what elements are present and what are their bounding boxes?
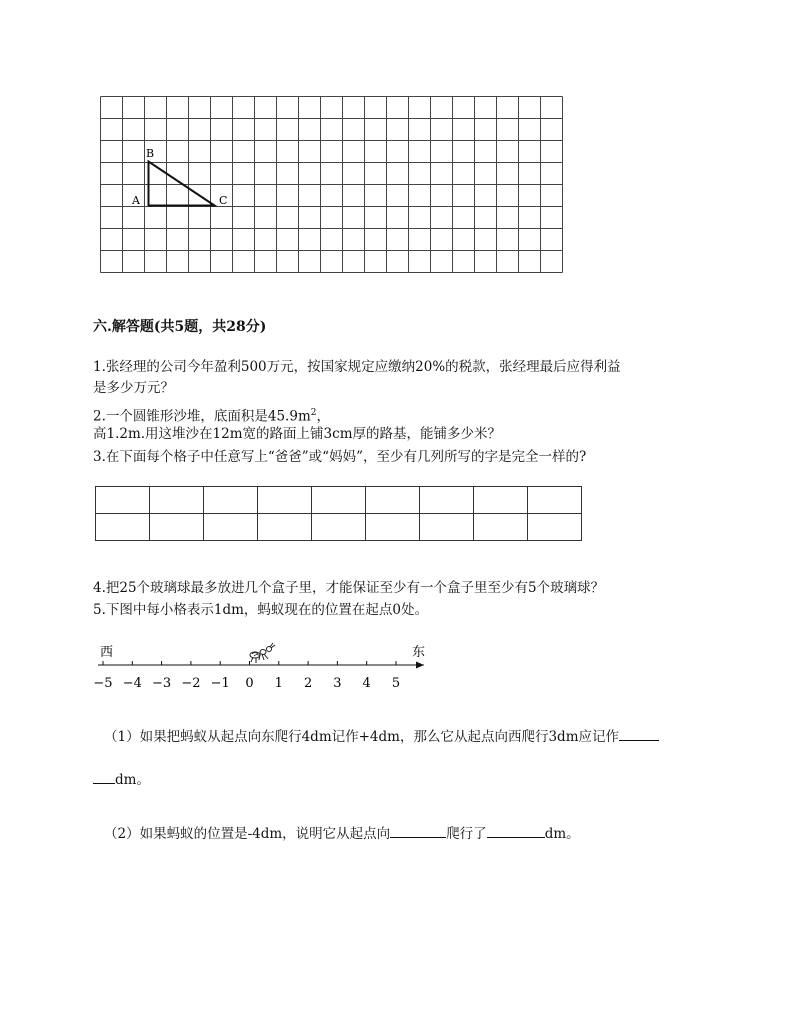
ant-icon (250, 643, 275, 663)
question-2-line-1 (93, 404, 330, 427)
box-cell[interactable] (312, 514, 366, 541)
number-line-tick-label: −4 (122, 676, 142, 691)
box-cell[interactable] (474, 514, 528, 541)
vertex-label-a: A (132, 194, 140, 207)
box-cell[interactable] (312, 487, 366, 514)
vertex-label-c: C (219, 194, 228, 207)
answer-blank-1b[interactable] (93, 769, 115, 784)
answer-blank-2a[interactable] (390, 823, 446, 838)
question-2-comma: ， (316, 408, 330, 425)
question-1-line-2: 是多少万元？ (93, 380, 174, 396)
box-cell[interactable] (528, 487, 582, 514)
box-cell[interactable] (258, 514, 312, 541)
box-cell[interactable] (150, 487, 204, 514)
question-5: 5.下图中每小格表示1dm，蚂蚁现在的位置在起点0处。 (93, 602, 429, 618)
box-cell[interactable] (258, 487, 312, 514)
sub-question-2 (104, 822, 580, 842)
arrow-head-icon (416, 662, 424, 669)
grid-lines (101, 97, 563, 273)
box-cell[interactable] (150, 514, 204, 541)
question-2-superscript: 2 (310, 408, 317, 418)
east-label: 东 (412, 645, 426, 660)
number-line-tick-label: 2 (303, 676, 313, 691)
triangle-abc (149, 162, 215, 206)
west-label: 西 (100, 645, 114, 660)
number-line-tick-label: 4 (362, 676, 371, 691)
box-row (96, 514, 582, 541)
sub-question-2-part-3: dm。 (544, 826, 580, 842)
question-2-line-2: 高1.2m.用这堆沙在12m宽的路面上铺3cm厚的路基，能铺多少米？ (93, 426, 501, 442)
answer-blank-1a[interactable] (619, 726, 659, 741)
number-line-tick-label: −5 (93, 676, 113, 691)
question-1-line-1: 1.张经理的公司今年盈利500万元，按国家规定应缴纳20%的税款，张经理最后应得利益 (93, 359, 621, 375)
question-4: 4.把25个玻璃球最多放进几个盒子里，才能保证至少有一个盒子里至少有5个玻璃球？ (93, 580, 605, 596)
number-line-tick-label: 1 (274, 676, 283, 691)
coordinate-grid (100, 96, 570, 276)
box-cell[interactable] (366, 487, 420, 514)
box-cell[interactable] (528, 514, 582, 541)
sub-question-1 (104, 725, 659, 745)
number-line-tick-label: 3 (333, 676, 342, 691)
sub-question-2-part-1: （2）如果蚂蚁的位置是-4dm，说明它从起点向 (104, 826, 391, 842)
answer-blank-2b[interactable] (487, 823, 545, 838)
section-title: 六.解答题(共5题，共28分) (93, 319, 267, 335)
number-line-tick-label: −3 (152, 676, 172, 691)
number-line (90, 638, 440, 694)
sub-question-1-cont (93, 768, 150, 788)
box-cell[interactable] (96, 487, 150, 514)
box-cell[interactable] (420, 514, 474, 541)
answer-box-grid (95, 486, 582, 541)
vertex-label-b: B (146, 147, 155, 160)
box-cell[interactable] (420, 487, 474, 514)
box-cell[interactable] (474, 487, 528, 514)
box-row (96, 487, 582, 514)
box-cell[interactable] (204, 487, 258, 514)
number-line-tick-label: 0 (245, 676, 254, 691)
number-line-tick-label: −2 (181, 676, 201, 691)
sub-question-1-text: （1）如果把蚂蚁从起点向东爬行4dm记作+4dm，那么它从起点向西爬行3dm应记作 (104, 729, 619, 745)
sub-question-1-unit: dm。 (115, 772, 150, 788)
box-cell[interactable] (204, 514, 258, 541)
question-2-text: 2.一个圆锥形沙堆，底面积是45.9m (93, 408, 311, 425)
number-line-tick-label: −1 (210, 676, 230, 691)
box-cell[interactable] (96, 514, 150, 541)
question-3: 3.在下面每个格子中任意写上“爸爸”或“妈妈”，至少有几列所写的字是完全一样的? (93, 449, 587, 465)
sub-question-2-part-2: 爬行了 (446, 826, 487, 842)
box-cell[interactable] (366, 514, 420, 541)
number-line-tick-label: 5 (391, 676, 401, 691)
